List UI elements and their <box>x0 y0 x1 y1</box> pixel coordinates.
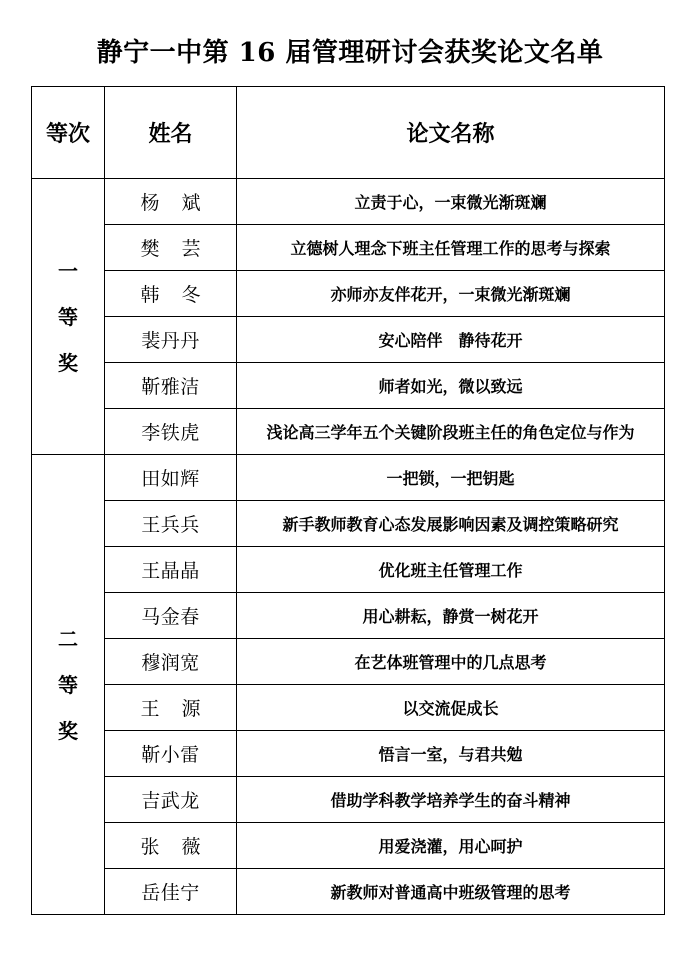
table-row <box>32 777 665 823</box>
winner-name: 裴丹丹 <box>105 317 237 363</box>
winner-name: 吉武龙 <box>105 777 237 823</box>
winner-name: 靳小雷 <box>105 731 237 777</box>
paper-title: 在艺体班管理中的几点思考 <box>237 639 665 685</box>
winner-name: 杨斌 <box>105 179 237 225</box>
table-row <box>32 593 665 639</box>
paper-title: 亦师亦友伴花开，一束微光渐斑斓 <box>237 271 665 317</box>
paper-title: 师者如光，微以致远 <box>237 363 665 409</box>
rank-char: 一 <box>58 258 78 283</box>
winner-name: 岳佳宁 <box>105 869 237 915</box>
document-title: 静宁一中第 16 届管理研讨会获奖论文名单 <box>96 38 604 68</box>
table-row <box>32 731 665 777</box>
header-paper: 论文名称 <box>237 87 665 179</box>
rank-char: 等 <box>58 672 78 697</box>
rank-second-prize <box>32 455 105 915</box>
paper-title: 以交流促成长 <box>237 685 665 731</box>
paper-title: 借助学科教学培养学生的奋斗精神 <box>237 777 665 823</box>
paper-title: 新手教师教育心态发展影响因素及调控策略研究 <box>237 501 665 547</box>
winner-name: 张薇 <box>105 823 237 869</box>
table-row <box>32 639 665 685</box>
rank-char: 奖 <box>58 718 78 743</box>
header-name: 姓名 <box>105 87 237 179</box>
rank-char: 等 <box>58 304 78 329</box>
paper-title: 悟言一室，与君共勉 <box>237 731 665 777</box>
table-row <box>32 271 665 317</box>
header-rank: 等次 <box>32 87 105 179</box>
paper-title: 用心耕耘，静赏一树花开 <box>237 593 665 639</box>
table-row <box>32 317 665 363</box>
paper-title: 安心陪伴 静待花开 <box>237 317 665 363</box>
paper-title: 优化班主任管理工作 <box>237 547 665 593</box>
paper-title: 立责于心，一束微光渐斑斓 <box>237 179 665 225</box>
table-row <box>32 501 665 547</box>
winner-name: 韩冬 <box>105 271 237 317</box>
winner-name: 樊芸 <box>105 225 237 271</box>
table-row <box>32 363 665 409</box>
winner-name: 马金春 <box>105 593 237 639</box>
winner-name: 靳雅洁 <box>105 363 237 409</box>
paper-title: 立德树人理念下班主任管理工作的思考与探索 <box>237 225 665 271</box>
rank-char: 二 <box>58 626 78 651</box>
header-row <box>32 87 665 179</box>
table-row <box>32 225 665 271</box>
rank-first-prize <box>32 179 105 455</box>
paper-title: 用爱浇灌，用心呵护 <box>237 823 665 869</box>
rank-char: 奖 <box>58 350 78 375</box>
table-row <box>32 547 665 593</box>
winner-name: 王兵兵 <box>105 501 237 547</box>
winner-name: 王晶晶 <box>105 547 237 593</box>
winner-name: 穆润宽 <box>105 639 237 685</box>
table-row <box>32 869 665 915</box>
paper-title: 一把锁，一把钥匙 <box>237 455 665 501</box>
winner-name: 王源 <box>105 685 237 731</box>
table-row <box>32 823 665 869</box>
table-row <box>32 179 665 225</box>
paper-title: 新教师对普通高中班级管理的思考 <box>237 869 665 915</box>
winner-name: 田如辉 <box>105 455 237 501</box>
paper-title: 浅论高三学年五个关键阶段班主任的角色定位与作为 <box>237 409 665 455</box>
table-row <box>32 455 665 501</box>
winner-name: 李铁虎 <box>105 409 237 455</box>
table-row <box>32 409 665 455</box>
table-row <box>32 685 665 731</box>
award-table <box>31 86 665 915</box>
